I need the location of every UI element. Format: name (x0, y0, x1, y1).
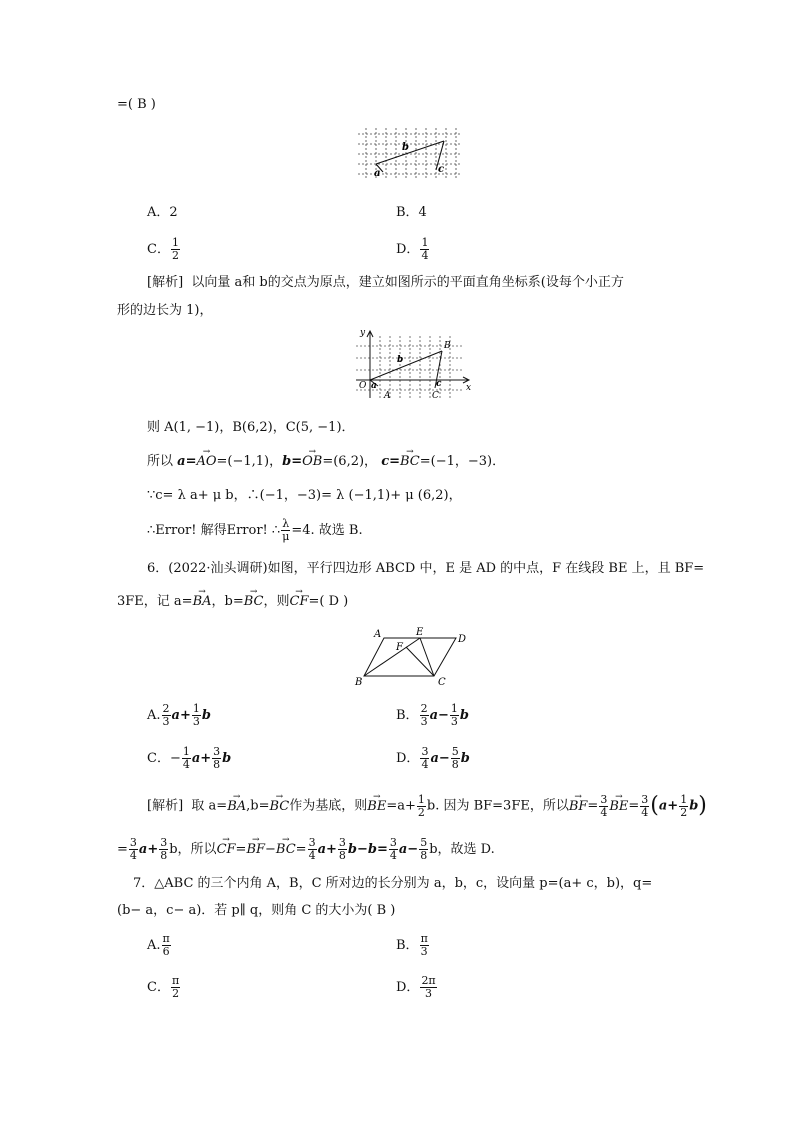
analysis5-line2: 形的边长为 1)， (117, 303, 213, 318)
q6-fig-b: B (355, 677, 363, 688)
q5-fig-b: b (402, 142, 409, 153)
q6-fig-e: E (416, 627, 424, 638)
analysis5-line3: 则 A(1, −1)，B(6,2)，C(5, −1)． (147, 420, 355, 435)
q6-fig-d: D (458, 634, 467, 645)
analysis5-line6: ∴Error! 解得Error! ∴ $\frac{\lambda}{\mu}$ =4. 故选 B. (147, 517, 363, 543)
analysis6-line1: [解析] 取 a=→ BA,b=→ BC作为基底，则→ BE=a+ $\frac{1}{2}$ b. 因为 BF=3FE，所以→ BF= $\frac{3}{4}$ → BE= $\frac{3}{4}$ (a+ $\frac{1}{2}$ b) (147, 788, 707, 825)
q5-option-b: B．4 (396, 205, 427, 220)
analysis5-line5: ∵c= λ a+ μ b，∴(−1，−3)= λ (−1,1)+ μ (6,2)， (147, 488, 462, 503)
q6-option-d: D． $\frac{3}{4}$ a− $\frac{5}{8}$ b (396, 745, 470, 771)
analysis5-fig-a: a (371, 381, 377, 391)
analysis5-fig-c: c (436, 379, 442, 389)
q6-parallelogram-figure (354, 626, 474, 688)
q6-line1: 6．(2022·汕头调研)如图，平行四边形 ABCD 中，E 是 AD 的中点，F 在线段 BE 上，且 BF= (147, 561, 705, 576)
q6-fig-a: A (374, 629, 382, 640)
analysis5-fig-b-point: B (444, 341, 451, 351)
q6-line2: 3FE，记 a=→ BA，b=→ BC，则→ CF=( D ) (117, 594, 348, 610)
analysis5-fig-b: b (397, 355, 404, 365)
q5-option-a: A．2 (147, 205, 178, 220)
q7-option-d: D． $\frac{2\pi}{3}$ (396, 974, 436, 1000)
q5-option-c: C． $\frac{1}{2}$ (147, 236, 179, 262)
q7-option-c: C． $\frac{\pi}{2}$ (147, 974, 180, 1000)
q5-fig-c: c (438, 164, 445, 175)
analysis5-line1: [解析] 以向量 a和 b的交点为原点，建立如图所示的平面直角坐标系(设每个小正方 (147, 275, 624, 290)
analysis5-fig-y: y (360, 328, 366, 338)
analysis5-line4: 所以 a=→ AO=(−1,1)，b=→ OB=(6,2)， c=→ BC=(−1，−3)． (147, 454, 505, 470)
q7-line1: 7．△ABC 的三个内角 A，B，C 所对边的长分别为 a，b，c，设向量 p=(a+ c，b)，q= (133, 876, 653, 891)
analysis5-fig-c-point: C (432, 391, 439, 400)
q7-option-b: B． $\frac{\pi}{3}$ (396, 932, 428, 958)
q6-option-c: C．− $\frac{1}{4}$ a+ $\frac{3}{8}$ b (147, 745, 232, 771)
q6-fig-f: F (396, 642, 403, 653)
analysis5-fig-a-point: A (384, 391, 391, 400)
q5-grid-figure (358, 128, 462, 180)
q5-answer: =( B ) (117, 97, 156, 112)
q6-option-a: A. $\frac{2}{3}$ a+ $\frac{1}{3}$ b (147, 702, 211, 728)
q6-option-b: B． $\frac{2}{3}$ a− $\frac{1}{3}$ b (396, 702, 469, 728)
q6-fig-c: C (438, 677, 446, 688)
analysis5-fig-o: O (359, 381, 367, 391)
analysis5-fig-x: x (466, 383, 472, 393)
analysis6-line2: = $\frac{3}{4}$ a+ $\frac{3}{8}$ b，所以→ CF=→ BF−→ BC= $\frac{3}{4}$ a+ $\frac{3}{8}$ b−b= $\frac{3}{4}$ a− $\frac{5}{8}$ b，故选 D. (117, 832, 495, 868)
q7-option-a: A. $\frac{\pi}{6}$ (147, 932, 170, 958)
analysis5-coordinate-figure (350, 328, 476, 400)
q7-line2: (b− a，c− a)．若 p∥ q，则角 C 的大小为( B ) (117, 903, 396, 918)
q5-option-d: D． $\frac{1}{4}$ (396, 236, 429, 262)
q5-fig-a: a (374, 168, 381, 179)
